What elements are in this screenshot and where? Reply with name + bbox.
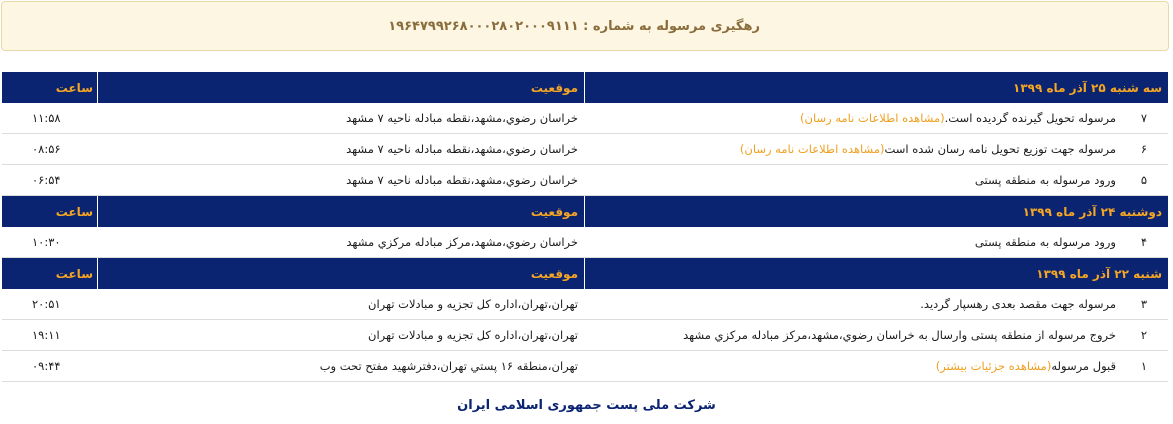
event-number: ۵ — [1140, 173, 1148, 187]
table-row — [2, 351, 1168, 382]
date-header — [2, 196, 1168, 227]
time-header: ساعت — [55, 266, 93, 281]
event-time: ۱۰:۳۰ — [32, 235, 61, 249]
event-number: ۴ — [1140, 235, 1148, 249]
table-row — [2, 134, 1168, 165]
table-row — [2, 103, 1168, 134]
event-time: ۲۰:۵۱ — [32, 297, 61, 311]
event-time: ۰۹:۴۴ — [32, 359, 61, 373]
event-description: مرسوله تحویل گیرنده گردیده است.(مشاهده اطلاعات نامه رسان) — [800, 111, 1116, 125]
location-header: موقعیت — [97, 258, 584, 289]
event-description: خروج مرسوله از منطقه پستی وارسال به خراسان رضوي،مشهد،مركز مبادله مركزي مشهد — [683, 328, 1116, 342]
date-label: شنبه ۲۲ آذر ماه ۱۳۹۹ — [584, 258, 1168, 289]
tracking-title: رهگیری مرسوله به شماره : ۱۹۶۴۷۹۹۲۶۸۰۰۰۲۸۰۲۰۰۰۹۱۱۱ — [388, 18, 760, 34]
table-row — [2, 165, 1168, 196]
event-location: خراسان رضوي،مشهد،نقطه مبادله ناحيه ۷ مشهد — [346, 111, 578, 125]
date-label: دوشنبه ۲۴ آذر ماه ۱۳۹۹ — [584, 196, 1168, 227]
event-description: ورود مرسوله به منطقه پستی — [974, 173, 1116, 187]
company-footer: شرکت ملی پست جمهوری اسلامی ایران — [457, 398, 716, 413]
time-header: ساعت — [55, 204, 93, 219]
event-description: مرسوله جهت توزیع تحویل نامه رسان شده است(مشاهده اطلاعات نامه رسان) — [739, 142, 1116, 156]
event-location: تهران،تهران،اداره كل تجزيه و مبادلات تهران — [368, 328, 578, 342]
event-time: ۱۹:۱۱ — [32, 328, 61, 342]
event-number: ۷ — [1140, 111, 1148, 125]
event-location: تهران،تهران،اداره كل تجزيه و مبادلات تهران — [368, 297, 578, 311]
location-header: موقعیت — [97, 196, 584, 227]
table-row — [2, 227, 1168, 258]
event-number: ۳ — [1140, 297, 1148, 311]
tracking-table — [2, 72, 1168, 382]
event-location: خراسان رضوي،مشهد،نقطه مبادله ناحيه ۷ مشهد — [346, 142, 578, 156]
view-more-details-link[interactable]: (مشاهده جزئیات بیشتر) — [935, 359, 1052, 373]
time-header: ساعت — [55, 80, 93, 95]
event-time: ۰۸:۵۶ — [32, 142, 61, 156]
event-location: خراسان رضوي،مشهد،مركز مبادله مركزي مشهد — [346, 235, 578, 249]
table-row — [2, 289, 1168, 320]
tracking-banner — [1, 1, 1169, 51]
date-label: سه شنبه ۲۵ آذر ماه ۱۳۹۹ — [584, 72, 1168, 103]
event-description: قبول مرسوله(مشاهده جزئیات بیشتر) — [935, 359, 1116, 373]
event-time: ۰۶:۵۴ — [32, 173, 61, 187]
date-header — [2, 258, 1168, 289]
date-header — [2, 72, 1168, 103]
event-location: خراسان رضوي،مشهد،نقطه مبادله ناحيه ۷ مشهد — [346, 173, 578, 187]
event-location: تهران،منطقه ۱۶ پستي تهران،دفترشهيد مفتح تحت وب — [319, 359, 578, 373]
location-header: موقعیت — [97, 72, 584, 103]
table-row — [2, 320, 1168, 351]
event-number: ۶ — [1140, 142, 1148, 156]
view-postman-info-link[interactable]: (مشاهده اطلاعات نامه رسان) — [800, 111, 945, 125]
event-time: ۱۱:۵۸ — [32, 111, 61, 125]
event-number: ۲ — [1140, 328, 1148, 342]
event-number: ۱ — [1140, 359, 1148, 373]
view-postman-info-link[interactable]: (مشاهده اطلاعات نامه رسان) — [739, 142, 885, 156]
event-description: مرسوله جهت مقصد بعدی رهسپار گردید. — [920, 297, 1116, 311]
event-description: ورود مرسوله به منطقه پستی — [974, 235, 1116, 249]
